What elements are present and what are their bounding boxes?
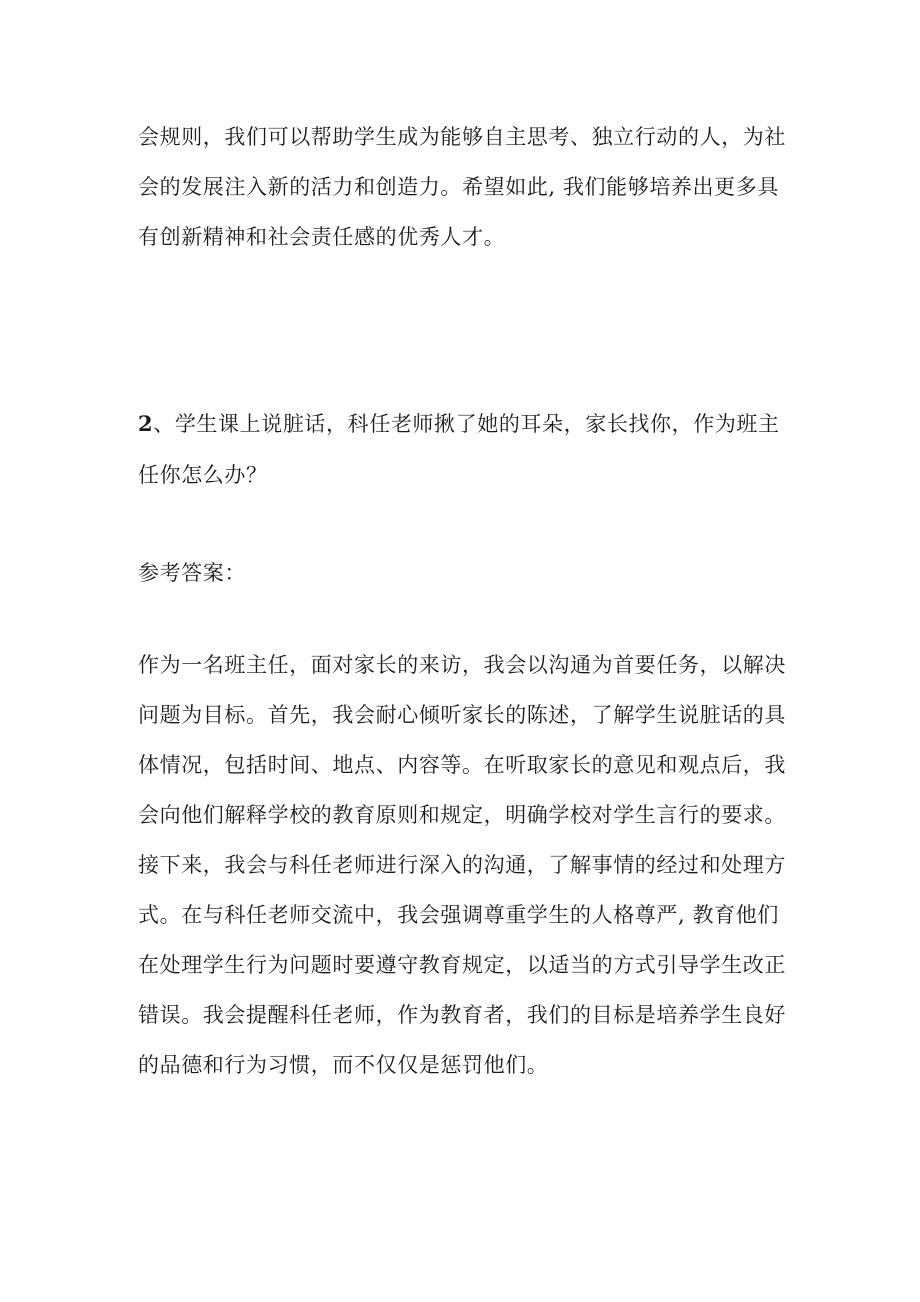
answer-label: 参考答案： <box>138 561 246 585</box>
question-text-1: 、学生课上说脏话，科任老师揪了她的耳朵，家长找你，作为班主 <box>153 412 780 436</box>
intro-line-2: 会的发展注入新的活力和创造力。希望如此, 我们能够培养出更多具 <box>138 175 779 199</box>
answer-line-7: 在处理学生行为问题时要遵守教育规定，以适当的方式引导学生改正 <box>138 953 786 977</box>
answer-line-5: 接下来，我会与科任老师进行深入的沟通，了解事情的经过和处理方 <box>138 853 786 877</box>
answer-line-1: 作为一名班主任，面对家长的来访，我会以沟通为首要任务，以解决 <box>138 653 786 677</box>
answer-line-4: 会向他们解释学校的教育原则和规定，明确学校对学生言行的要求。 <box>138 803 786 827</box>
question-line-2: 任你怎么办？ <box>138 463 268 487</box>
answer-line-6: 式。在与科任老师交流中，我会强调尊重学生的人格尊严, 教育他们 <box>138 903 779 927</box>
question-line-1 <box>138 411 798 437</box>
question-number: 2 <box>138 411 154 436</box>
intro-line-3: 有创新精神和社会责任感的优秀人才。 <box>138 225 506 249</box>
intro-line-1: 会规则，我们可以帮助学生成为能够自主思考、独立行动的人，为社 <box>138 125 786 149</box>
answer-line-3: 体情况，包括时间、地点、内容等。在听取家长的意见和观点后，我 <box>138 753 786 777</box>
answer-line-9: 的品德和行为习惯，而不仅仅是惩罚他们。 <box>138 1053 549 1077</box>
answer-line-8: 错误。我会提醒科任老师，作为教育者，我们的目标是培养学生良好 <box>138 1003 786 1027</box>
answer-line-2: 问题为目标。首先，我会耐心倾听家长的陈述，了解学生说脏话的具 <box>138 703 786 727</box>
